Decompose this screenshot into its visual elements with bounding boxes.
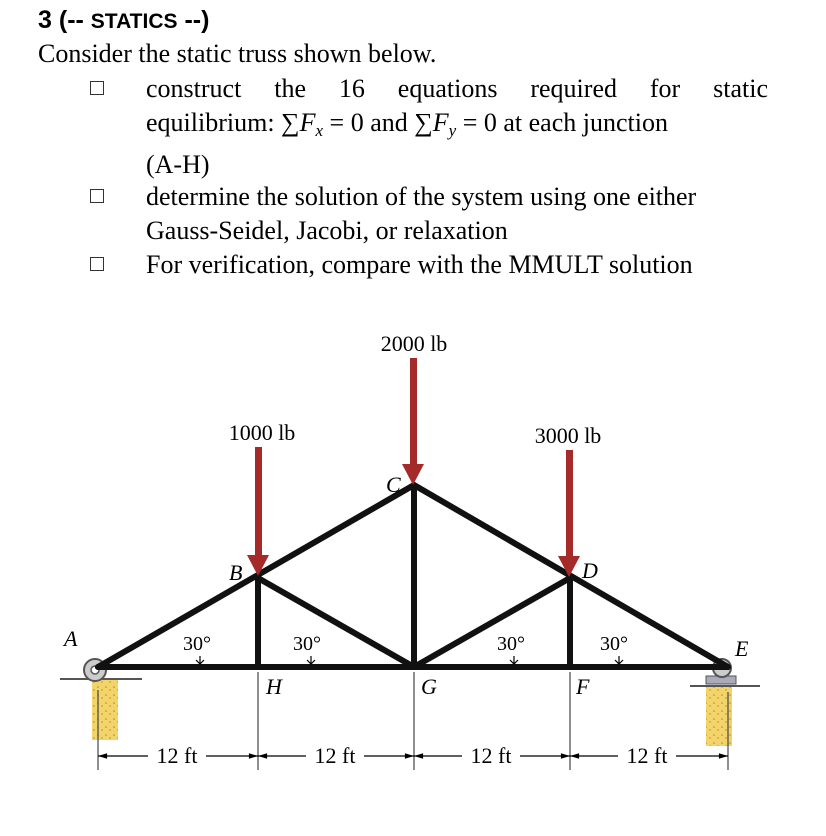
member-BG (258, 578, 414, 667)
node-label-A: A (64, 626, 78, 651)
member-DG (414, 578, 570, 667)
task-checkbox-1[interactable] (90, 81, 104, 95)
node-label-H: H (266, 674, 282, 699)
load-arrow-D (558, 450, 580, 577)
support-right (690, 659, 760, 746)
load-arrow-B (247, 447, 269, 576)
task-line-3: (A-H) (146, 150, 210, 179)
angle-label-E: 30° (600, 633, 628, 655)
angle-label-G-left: 30° (293, 633, 321, 655)
task-item-equations (146, 72, 768, 182)
task-checkbox-2[interactable] (90, 189, 104, 203)
title-smallcaps: STATICS (90, 10, 178, 33)
node-label-D: D (582, 558, 598, 583)
node-label-G: G (421, 674, 437, 699)
support-left (60, 659, 142, 740)
dimension-label-2: 12 ft (314, 743, 356, 768)
problem-title: 3 (-- STATICS --) (38, 6, 210, 34)
load-label-3000: 3000 lb (534, 423, 602, 448)
node-label-F: F (576, 674, 590, 699)
node-label-E: E (735, 636, 749, 661)
dimension-label-4: 12 ft (626, 743, 668, 768)
node-label-C: C (386, 472, 401, 497)
task-item-verification: For verification, compare with the MMULT solution (146, 248, 768, 282)
dimension-label-1: 12 ft (156, 743, 198, 768)
angle-label-G-right: 30° (497, 633, 525, 655)
task-line-1: construct the 16 equations required for static (146, 74, 768, 103)
task-line-2: equilibrium: $\sum F_x = 0$ and $\sum F_y = 0$ at each junction (146, 108, 668, 140)
load-label-1000: 1000 lb (228, 420, 296, 445)
task-item-solution: determine the solution of the system using one either Gauss-Seidel, Jacobi, or relaxation (146, 180, 768, 248)
intro-text: Consider the static truss shown below. (38, 39, 437, 68)
dimension-label-3: 12 ft (470, 743, 512, 768)
truss-diagram (0, 300, 826, 836)
load-label-2000: 2000 lb (380, 331, 448, 356)
node-label-B: B (229, 560, 243, 585)
load-arrow-C (402, 358, 424, 485)
task-checkbox-3[interactable] (90, 257, 104, 271)
angle-label-A: 30° (183, 633, 211, 655)
